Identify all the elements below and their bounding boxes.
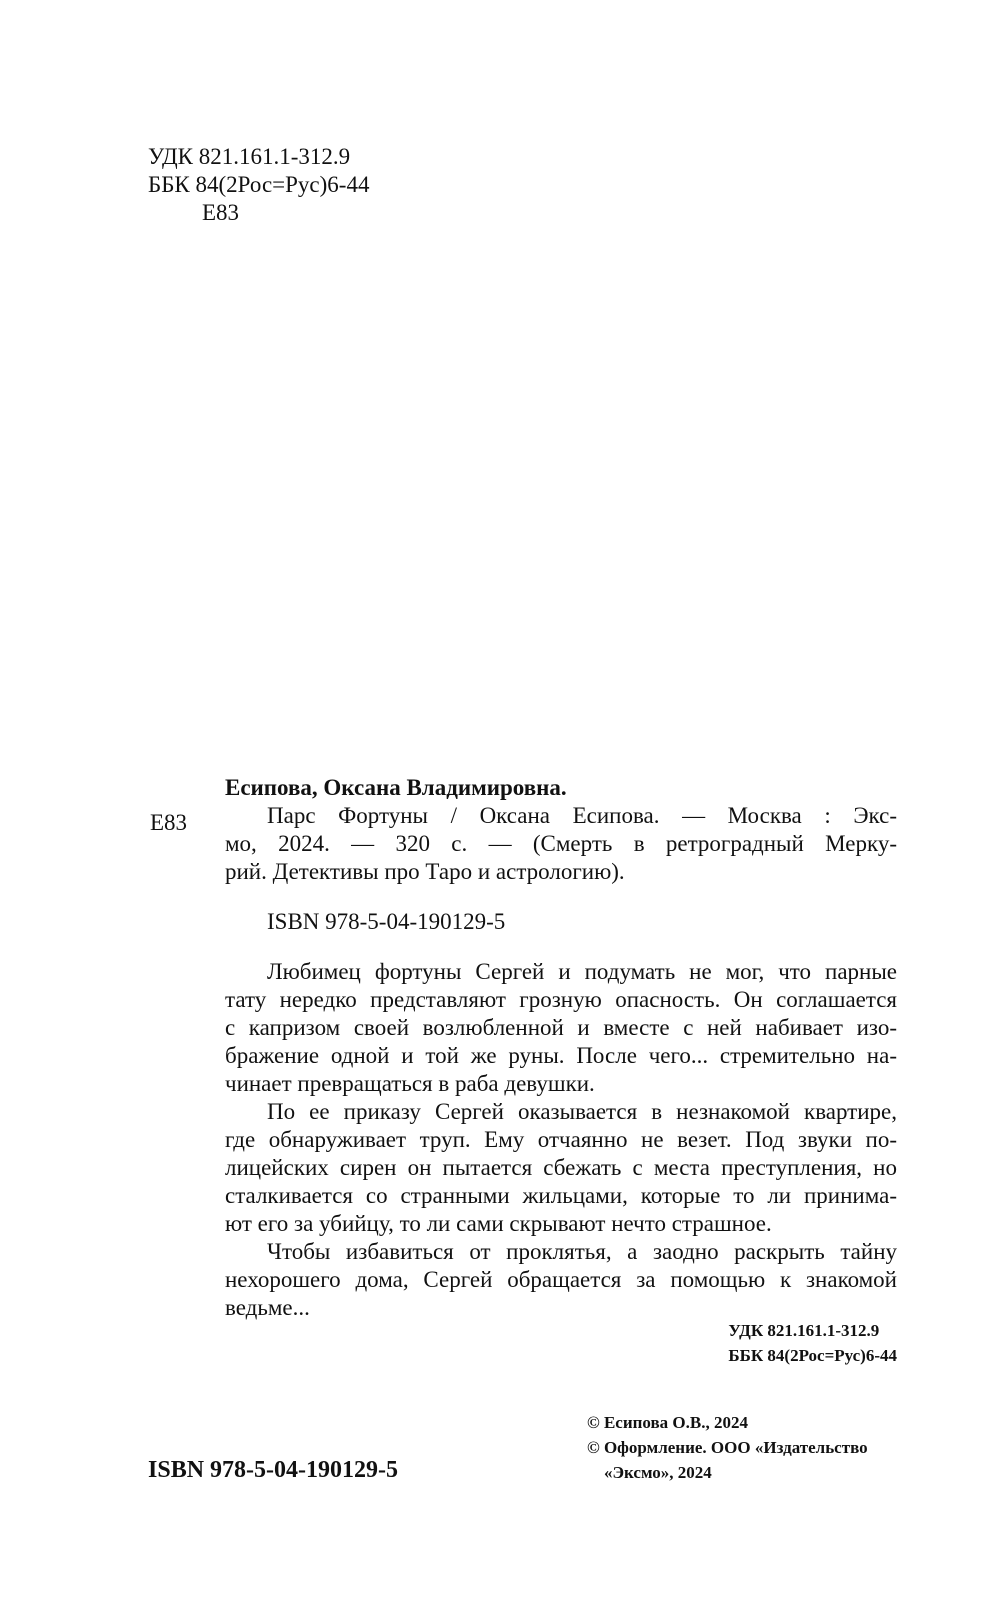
annotation-line: бражение одной и той же руны. После чего... стремительно на- [225,1043,897,1068]
annotation [225,958,897,1322]
udk-code: УДК 821.161.1-312.9 [728,1321,880,1340]
catalog-description-line: мо, 2024. — 320 с. — (Смерть в ретроградный Мерку- [225,831,897,856]
annotation-line: чинает превращаться в раба девушки. [225,1071,595,1096]
author-sign: Е83 [202,200,240,225]
catalog-isbn: ISBN 978-5-04-190129-5 [267,909,506,934]
annotation-line: Любимец фортуны Сергей и подумать не мог, что парные [267,959,897,984]
bbk-code: ББК 84(2Рос=Рус)6-44 [728,1346,897,1365]
annotation-line: нехорошего дома, Сергей обращается за помощью к знакомой [225,1267,897,1292]
copyright-design: © Оформление. ООО «Издательство [587,1438,868,1457]
classification-codes-footer [728,1318,897,1368]
annotation-line: По ее приказу Сергей оказывается в незнакомой квартире, [267,1099,897,1124]
isbn-footer: ISBN 978-5-04-190129-5 [148,1457,398,1483]
copyright-design-continued: «Эксмо», 2024 [604,1463,712,1482]
annotation-line: тату нередко представляют грозную опасность. Он соглашается [225,987,897,1012]
classification-codes-header [148,143,369,227]
catalog-author: Есипова, Оксана Владимировна. [225,775,567,800]
copyright-author: © Есипова О.В., 2024 [587,1413,748,1432]
catalog-description-line: Парс Фортуны / Оксана Есипова. — Москва : Экс- [267,803,897,828]
catalog-entry [225,774,897,936]
bbk-code: ББК 84(2Рос=Рус)6-44 [148,172,370,197]
annotation-line: с капризом своей возлюбленной и вместе с ней набивает изо- [225,1015,897,1040]
catalog-description-line: рий. Детективы про Таро и астрологию). [225,859,625,884]
annotation-line: где обнаруживает труп. Ему отчаянно не везет. Под звуки по- [225,1127,897,1152]
udk-code: УДК 821.161.1-312.9 [148,144,351,169]
annotation-line: лицейских сирен он пытается сбежать с места преступления, но [225,1155,897,1180]
catalog-author-sign: Е83 [150,810,188,835]
annotation-line: ют его за убийцу, то ли сами скрывают нечто страшное. [225,1211,772,1236]
annotation-line: сталкивается со странными жильцами, которые то ли принима- [225,1183,897,1208]
copyright-block [587,1410,868,1485]
annotation-line: ведьме... [225,1295,310,1320]
annotation-line: Чтобы избавиться от проклятья, а заодно раскрыть тайну [267,1239,897,1264]
